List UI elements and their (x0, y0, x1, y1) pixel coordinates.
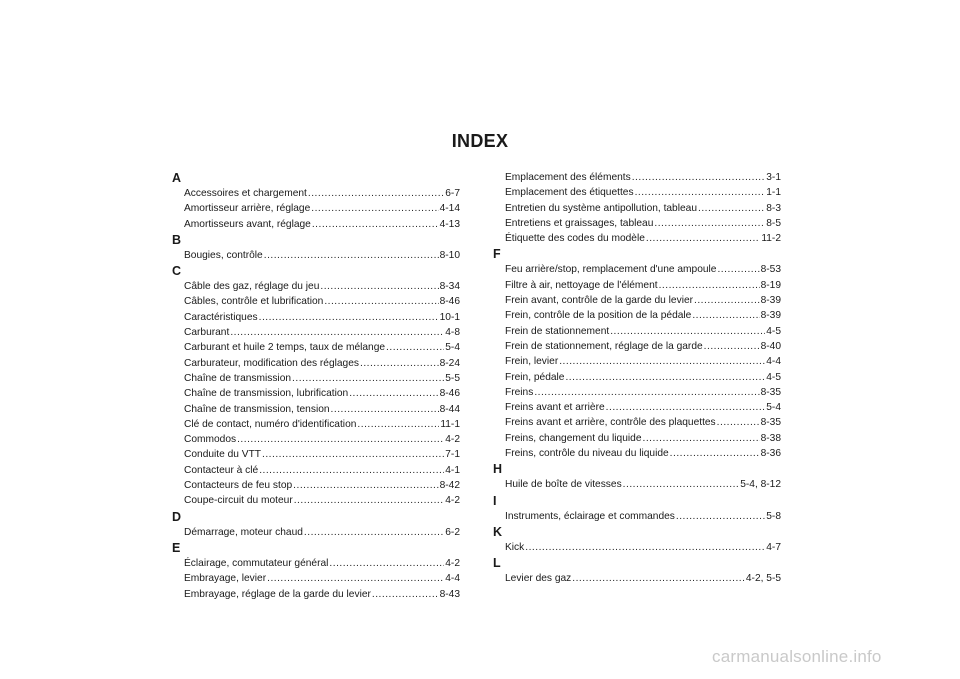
entry-page-ref: 4-14 (439, 203, 460, 215)
entry-page-ref: 4-2 (445, 557, 460, 569)
index-entry (172, 493, 460, 508)
dot-leader (237, 432, 444, 447)
index-entry (172, 556, 460, 571)
entry-page-ref: 8-44 (439, 403, 460, 415)
entry-topic: Huile de boîte de vitesses (505, 479, 622, 491)
entry-topic: Accessoires et chargement (184, 188, 307, 199)
dot-leader (304, 525, 444, 540)
entry-topic: Caractéristiques (184, 311, 258, 323)
entry-page-ref: 5-4, 8-12 (740, 479, 781, 491)
entry-topic: Carburateur, modification des réglages (184, 357, 359, 369)
index-entry (493, 262, 781, 277)
index-entry (493, 509, 781, 524)
index-entry (493, 278, 781, 293)
entry-topic: Instruments, éclairage et commandes (505, 510, 675, 522)
dot-leader (308, 186, 444, 201)
entry-page-ref: 4-8 (445, 327, 460, 339)
index-entry (493, 201, 781, 216)
dot-leader (646, 231, 760, 246)
index-entry (172, 371, 460, 386)
index-entry (493, 385, 781, 400)
index-entry (172, 587, 460, 602)
dot-leader (267, 571, 444, 586)
dot-leader (293, 478, 438, 493)
entry-topic: Feu arrière/stop, remplacement d'une ampoule (505, 264, 717, 276)
entry-topic: Filtre à air, nettoyage de l'élément (505, 279, 658, 291)
index-entry (172, 525, 460, 540)
entry-topic: Chaîne de transmission, tension (184, 403, 330, 415)
entry-page-ref: 8-35 (760, 417, 781, 429)
index-entry (172, 201, 460, 216)
dot-leader (534, 385, 759, 400)
index-entry (493, 185, 781, 200)
section-letter: B (172, 232, 182, 247)
index-column-right (493, 170, 781, 587)
entry-topic: Emplacement des étiquettes (505, 187, 634, 199)
index-entry (493, 415, 781, 430)
index-entry (172, 325, 460, 340)
entry-page-ref: 8-3 (766, 202, 781, 214)
entry-page-ref: 8-42 (439, 480, 460, 492)
entry-topic: Freins avant et arrière (505, 402, 605, 414)
entry-page-ref: 4-2 (445, 495, 460, 507)
entry-page-ref: 7-1 (445, 449, 460, 461)
entry-page-ref: 1-1 (766, 187, 781, 199)
index-entry (493, 400, 781, 415)
entry-topic: Frein, levier (505, 356, 559, 368)
entry-topic: Chaîne de transmission, lubrification (184, 388, 349, 400)
dot-leader (230, 325, 444, 340)
entry-topic: Embrayage, réglage de la garde du levier (184, 588, 371, 600)
dot-leader (259, 463, 444, 478)
entry-topic: Contacteur à clé (184, 464, 259, 476)
section-letter: D (172, 509, 182, 524)
index-entry (172, 417, 460, 432)
index-entry (172, 248, 460, 263)
index-entry (172, 217, 460, 232)
dot-leader (704, 339, 760, 354)
section-letter: K (493, 524, 503, 539)
entry-topic: Levier des gaz (505, 573, 572, 585)
dot-leader (572, 571, 745, 586)
entry-page-ref: 4-5 (766, 325, 781, 337)
entry-page-ref: 8-53 (760, 264, 781, 276)
dot-leader (357, 417, 439, 432)
index-column-left (172, 170, 460, 602)
dot-leader (565, 370, 765, 385)
entry-topic: Frein de stationnement, réglage de la garde (505, 340, 703, 352)
index-entry (493, 339, 781, 354)
entry-page-ref: 5-4 (445, 342, 460, 354)
dot-leader (292, 371, 444, 386)
entry-page-ref: 4-13 (439, 218, 460, 230)
index-entry (493, 477, 781, 492)
index-entry (172, 186, 460, 201)
section-letter: I (493, 493, 497, 508)
dot-leader (331, 402, 439, 417)
entry-topic: Frein de stationnement (505, 325, 610, 337)
dot-leader (559, 354, 765, 369)
index-entry (493, 170, 781, 185)
index-entry (493, 216, 781, 231)
entry-page-ref: 6-2 (445, 526, 460, 538)
entry-topic: Bougies, contrôle (184, 249, 263, 261)
index-entry (493, 370, 781, 385)
index-entry (172, 279, 460, 294)
dot-leader (259, 310, 439, 325)
entry-topic: Emplacement des éléments (505, 172, 631, 183)
entry-page-ref: 8-39 (760, 295, 781, 307)
entry-page-ref: 8-43 (439, 588, 460, 600)
entry-page-ref: 8-5 (766, 217, 781, 229)
dot-leader (692, 308, 759, 323)
entry-topic: Éclairage, commutateur général (184, 557, 329, 569)
index-entry (493, 324, 781, 339)
entry-topic: Freins, changement du liquide (505, 432, 642, 444)
section-letter: L (493, 556, 501, 571)
index-entry (493, 431, 781, 446)
entry-topic: Conduite du VTT (184, 449, 262, 461)
entry-page-ref: 8-39 (760, 310, 781, 322)
entry-topic: Frein avant, contrôle de la garde du levier (505, 295, 694, 307)
entry-page-ref: 8-46 (439, 388, 460, 400)
index-entry (172, 463, 460, 478)
dot-leader (717, 415, 760, 430)
page-title: INDEX (451, 131, 509, 151)
entry-topic: Câble des gaz, réglage du jeu (184, 281, 320, 293)
index-entry (493, 540, 781, 555)
index-entry (172, 432, 460, 447)
dot-leader (349, 386, 438, 401)
dot-leader (329, 556, 444, 571)
entry-topic: Contacteurs de feu stop (184, 480, 293, 492)
entry-topic: Chaîne de transmission (184, 372, 292, 384)
dot-leader (360, 356, 439, 371)
dot-leader (320, 279, 438, 294)
entry-page-ref: 4-7 (766, 541, 781, 553)
entry-page-ref: 8-24 (439, 357, 460, 369)
dot-leader (294, 493, 445, 508)
index-entry (172, 447, 460, 462)
entry-page-ref: 4-2, 5-5 (745, 573, 781, 585)
index-entry (493, 571, 781, 586)
entry-page-ref: 8-40 (760, 340, 781, 352)
entry-page-ref: 8-34 (439, 281, 460, 293)
index-entry (172, 386, 460, 401)
index-entry (172, 310, 460, 325)
dot-leader (264, 248, 439, 263)
entry-topic: Étiquette des codes du modèle (505, 233, 645, 245)
entry-page-ref: 11-2 (761, 233, 781, 245)
watermark-text: carmanualsonline.info (712, 647, 882, 666)
entry-page-ref: 8-38 (760, 432, 781, 444)
section-letter: H (493, 462, 503, 477)
dot-leader (694, 293, 760, 308)
entry-topic: Freins avant et arrière, contrôle des plaquettes (505, 417, 716, 429)
entry-page-ref: 4-5 (766, 371, 781, 383)
dot-leader (642, 431, 759, 446)
entry-topic: Coupe-circuit du moteur (184, 495, 293, 507)
index-entry (493, 354, 781, 369)
entry-topic: Carburant (184, 327, 230, 339)
entry-topic: Kick (505, 541, 525, 553)
entry-page-ref: 4-4 (766, 356, 781, 368)
index-entry (172, 571, 460, 586)
entry-topic: Amortisseurs avant, réglage (184, 218, 311, 230)
entry-topic: Clé de contact, numéro d'identification (184, 418, 357, 430)
dot-leader (676, 509, 765, 524)
entry-page-ref: 5-5 (445, 372, 460, 384)
dot-leader (659, 278, 760, 293)
entry-page-ref: 11-1 (440, 418, 460, 430)
dot-leader (606, 400, 766, 415)
dot-leader (312, 217, 439, 232)
entry-page-ref: 4-1 (445, 464, 460, 476)
index-entry (493, 231, 781, 246)
dot-leader (262, 447, 444, 462)
entry-page-ref: 5-4 (766, 402, 781, 414)
dot-leader (698, 201, 765, 216)
entry-topic: Amortisseur arrière, réglage (184, 203, 311, 215)
entry-page-ref: 8-35 (760, 386, 781, 398)
section-letter: E (172, 540, 181, 555)
entry-topic: Frein, pédale (505, 371, 565, 383)
dot-leader (654, 216, 765, 231)
entry-page-ref: 8-36 (760, 448, 781, 460)
dot-leader (386, 340, 444, 355)
index-entry (172, 402, 460, 417)
dot-leader (635, 185, 766, 200)
section-letter: C (172, 264, 182, 279)
index-entry (493, 446, 781, 461)
dot-leader (324, 294, 438, 309)
section-letter: F (493, 247, 501, 262)
entry-topic: Démarrage, moteur chaud (184, 526, 303, 538)
entry-topic: Freins, contrôle du niveau du liquide (505, 448, 669, 460)
entry-topic: Carburant et huile 2 temps, taux de mélange (184, 342, 386, 354)
dot-leader (717, 262, 759, 277)
entry-page-ref: 8-10 (439, 249, 460, 261)
entry-page-ref: 5-8 (766, 510, 781, 522)
entry-page-ref: 4-4 (445, 573, 460, 585)
entry-topic: Câbles, contrôle et lubrification (184, 296, 324, 308)
dot-leader (610, 324, 765, 339)
entry-page-ref: 8-19 (760, 279, 781, 291)
section-letter: A (172, 171, 182, 185)
index-entry (172, 340, 460, 355)
entry-topic: Embrayage, levier (184, 573, 267, 585)
entry-page-ref: 3-1 (766, 172, 781, 183)
entry-page-ref: 10-1 (439, 311, 460, 323)
index-entry (172, 356, 460, 371)
entry-topic: Entretien du système antipollution, tableau (505, 202, 697, 214)
dot-leader (372, 587, 439, 602)
entry-topic: Freins (505, 386, 534, 398)
entry-topic: Entretiens et graissages, tableau (505, 217, 654, 229)
entry-page-ref: 4-2 (445, 434, 460, 446)
dot-leader (311, 201, 438, 216)
dot-leader (632, 170, 766, 185)
index-entry (172, 478, 460, 493)
entry-page-ref: 8-46 (439, 296, 460, 308)
index-entry (172, 294, 460, 309)
entry-topic: Frein, contrôle de la position de la pédale (505, 310, 692, 322)
entry-page-ref: 6-7 (445, 188, 460, 199)
dot-leader (623, 477, 740, 492)
index-entry (493, 308, 781, 323)
dot-leader (670, 446, 760, 461)
index-entry (493, 293, 781, 308)
entry-topic: Commodos (184, 434, 237, 446)
dot-leader (525, 540, 765, 555)
